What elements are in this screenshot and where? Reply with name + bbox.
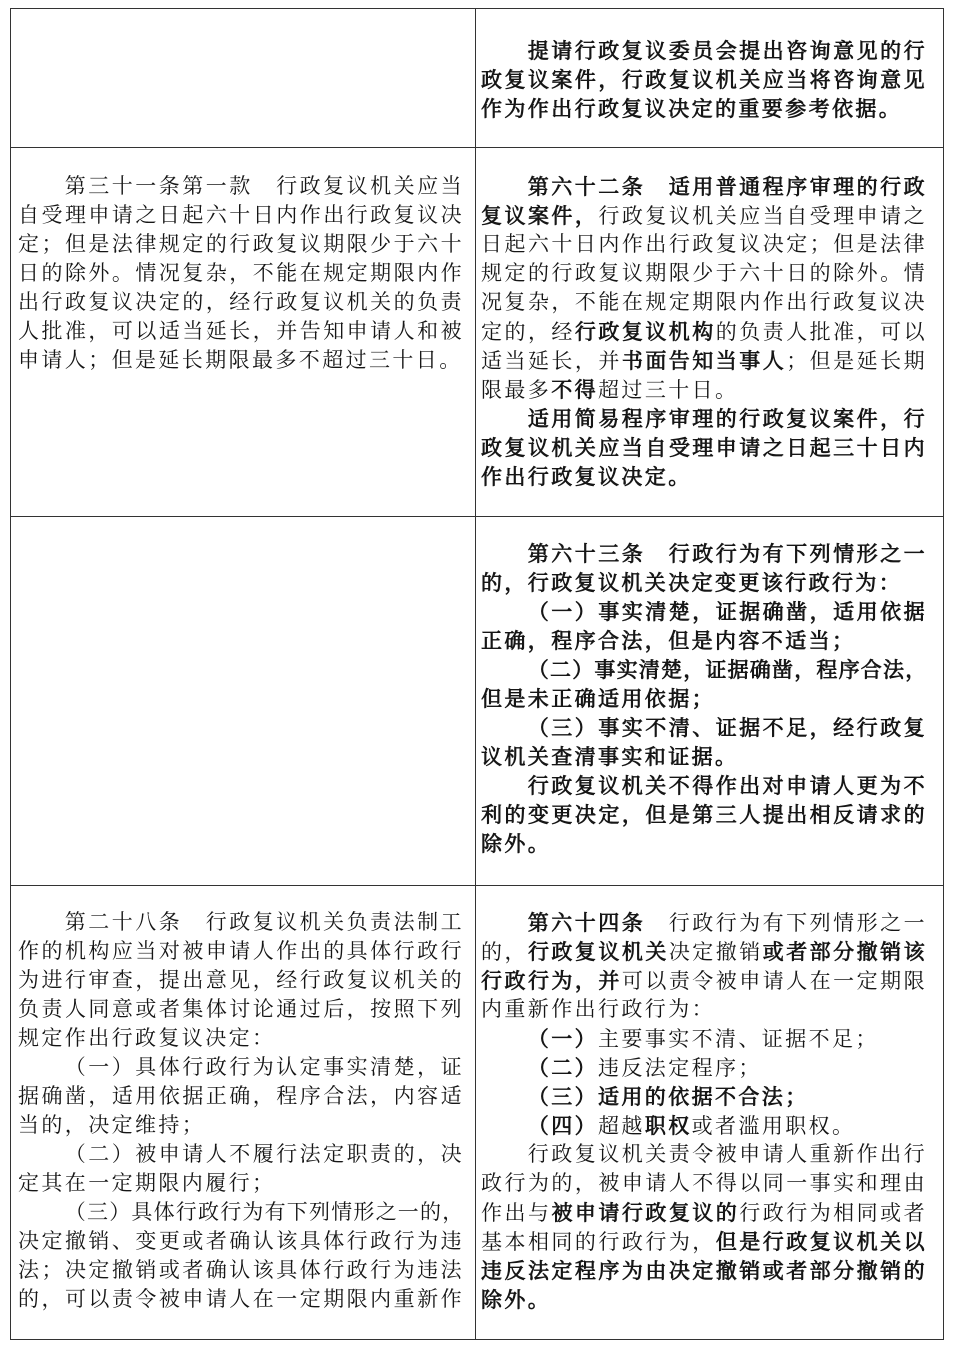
text-line: 适用简易程序审理的行政复议案件，行 xyxy=(527,405,927,431)
text-line: 为进行审查，提出意见，经行政复议机关的 xyxy=(18,967,464,992)
text-line: 第二十八条 行政复议机关负责法制工 xyxy=(64,909,464,934)
text-line: 除外。 xyxy=(481,1286,552,1312)
text-line xyxy=(481,1024,927,1053)
text-line: （一）具体行政行为认定事实清楚，证 xyxy=(64,1054,464,1079)
text-run-bold: 被申请行政复议的 xyxy=(551,1199,740,1225)
text-run-bold: 行政复议机构 xyxy=(574,318,716,344)
text-run: 作出与 xyxy=(481,1200,552,1225)
row-4-right-cell xyxy=(476,886,944,1340)
row-1-left-cell xyxy=(11,9,476,148)
text-run: 行政行为相同或者 xyxy=(739,1200,928,1225)
row-2-left-cell xyxy=(11,148,476,517)
text-run-bold: 职权 xyxy=(644,1112,692,1138)
text-line: 规定的行政复议期限少于六十日的除外。情 xyxy=(481,260,927,285)
text-line: 定其在一定期限内履行； xyxy=(18,1170,276,1195)
text-run: 限最多 xyxy=(481,377,552,402)
text-run: 行政行为有下列情形之一 xyxy=(645,910,927,935)
text-line: 利的变更决定，但是第三人提出相反请求的 xyxy=(481,801,927,827)
text-run: 适当延长，并 xyxy=(481,348,622,373)
text-line: 除外。 xyxy=(481,830,552,856)
row-1-right-cell xyxy=(476,9,944,148)
text-run-bold: （四） xyxy=(527,1112,598,1138)
row-3-right-cell xyxy=(476,517,944,886)
text-line: 第六十二条 适用普通程序审理的行政 xyxy=(527,173,927,199)
text-line xyxy=(481,346,927,375)
text-run: 行政复议机关应当自受理申请之 xyxy=(598,203,927,228)
text-line: 的，行政复议机关决定变更该行政行为： xyxy=(481,569,903,595)
text-line: 内重新作出行政行为： xyxy=(481,996,715,1021)
text-line: 日的除外。情况复杂，不能在规定期限内作 xyxy=(18,260,464,285)
text-run-bold: 或者部分撤销该 xyxy=(762,938,927,964)
text-line xyxy=(481,966,927,995)
text-run: 基本相同的行政行为， xyxy=(481,1229,716,1254)
text-line xyxy=(481,908,927,937)
text-line: （一）事实清楚，证据确凿，适用依据 xyxy=(527,598,927,624)
text-line: 规定作出行政复议决定： xyxy=(18,1025,276,1050)
text-line xyxy=(481,1111,927,1140)
text-run-bold: 行政复议机关 xyxy=(527,938,669,964)
text-line: 但是未正确适用依据； xyxy=(481,685,715,711)
text-run-bold: 行政行为，并 xyxy=(481,967,622,993)
row-2-right-cell xyxy=(476,148,944,517)
row-4-left-cell xyxy=(11,886,476,1340)
text-run-bold: 第六十四条 xyxy=(527,909,646,935)
text-line: 行政复议机关责令被申请人重新作出行 xyxy=(527,1141,927,1166)
text-line: 出行政复议决定的，经行政复议机关的负责 xyxy=(18,289,464,314)
comparison-table xyxy=(10,8,944,1340)
text-line: （二）事实清楚，证据确凿，程序合法， xyxy=(527,656,928,682)
text-run: 主要事实不清、证据不足； xyxy=(598,1026,879,1051)
text-run: 或者滥用职权。 xyxy=(691,1113,856,1138)
text-run: 决定撤销 xyxy=(668,939,763,964)
text-run: ；但是延长期 xyxy=(786,348,927,373)
text-line: 当的，决定维持； xyxy=(18,1112,206,1137)
text-line: 自受理申请之日起六十日内作出行政复议决 xyxy=(18,202,464,227)
text-line: 定；但是法律规定的行政复议期限少于六十 xyxy=(18,231,464,256)
text-line: 日起六十日内作出行政复议决定；但是法律 xyxy=(481,231,927,256)
text-line: 法；决定撤销或者确认该具体行政行为违法 xyxy=(18,1257,464,1282)
text-line xyxy=(481,1198,927,1227)
text-line: 第六十三条 行政行为有下列情形之一 xyxy=(527,540,927,566)
text-line: 正确，程序合法，但是内容不适当； xyxy=(481,627,856,653)
text-line: （二）被申请人不履行法定职责的，决 xyxy=(64,1141,464,1166)
text-run-bold: 不得 xyxy=(551,376,599,402)
text-run: 的负责人批准，可以 xyxy=(715,319,927,344)
text-line xyxy=(481,201,927,230)
text-line: 作为作出行政复议决定的重要参考依据。 xyxy=(481,95,903,121)
text-line: 据确凿，适用依据正确，程序合法，内容适 xyxy=(18,1083,464,1108)
text-run-bold: （二） xyxy=(527,1054,598,1080)
text-line: 议机关查清事实和证据。 xyxy=(481,743,739,769)
text-line: （三）具体行政行为有下列情形之一的， xyxy=(64,1199,465,1224)
text-line: 作的机构应当对被申请人作出的具体行政行 xyxy=(18,938,464,963)
text-line: 负责人同意或者集体讨论通过后，按照下列 xyxy=(18,996,464,1021)
text-line: 决定撤销、变更或者确认该具体行政行为违 xyxy=(18,1228,464,1253)
text-line: 提请行政复议委员会提出咨询意见的行 xyxy=(527,37,927,63)
text-run: 的， xyxy=(481,939,528,964)
text-run: 违反法定程序； xyxy=(598,1055,762,1080)
text-line: 行政复议机关不得作出对申请人更为不 xyxy=(527,772,927,798)
text-line: 申请人；但是延长期限最多不超过三十日。 xyxy=(18,347,463,372)
text-line xyxy=(481,1227,927,1256)
text-line: （三）适用的依据不合法； xyxy=(527,1083,809,1109)
text-line: 违反法定程序为由决定撤销或者部分撤销的 xyxy=(481,1257,927,1283)
text-run-bold: 书面告知当事人 xyxy=(621,347,787,373)
text-run-bold: （一） xyxy=(527,1025,598,1051)
text-line: 第三十一条第一款 行政复议机关应当 xyxy=(64,173,464,198)
text-line xyxy=(481,1053,927,1082)
text-line: 人批准，可以适当延长，并告知申请人和被 xyxy=(18,318,464,343)
text-run: 超过三十日。 xyxy=(598,377,739,402)
text-run-bold: 但是行政复议机关以 xyxy=(715,1228,927,1254)
text-line: 政复议机关应当自受理申请之日起三十日内 xyxy=(481,434,927,460)
text-run: 定的，经 xyxy=(481,319,575,344)
row-3-left-cell xyxy=(11,517,476,886)
text-line xyxy=(481,937,927,966)
text-run-bold: 复议案件， xyxy=(481,202,599,228)
text-run: 超越 xyxy=(598,1113,645,1138)
text-line: 作出行政复议决定。 xyxy=(481,463,692,489)
text-line: 的，可以责令被申请人在一定期限内重新作 xyxy=(18,1286,464,1311)
text-line: 政复议案件，行政复议机关应当将咨询意见 xyxy=(481,66,927,92)
text-line: （三）事实不清、证据不足，经行政复 xyxy=(527,714,927,740)
text-line: 况复杂，不能在规定期限内作出行政复议决 xyxy=(481,289,927,314)
text-line xyxy=(481,317,927,346)
text-line xyxy=(481,375,927,404)
text-run: 可以责令被申请人在一定期限 xyxy=(621,968,928,993)
text-line: 政行为的，被申请人不得以同一事实和理由 xyxy=(481,1170,927,1195)
